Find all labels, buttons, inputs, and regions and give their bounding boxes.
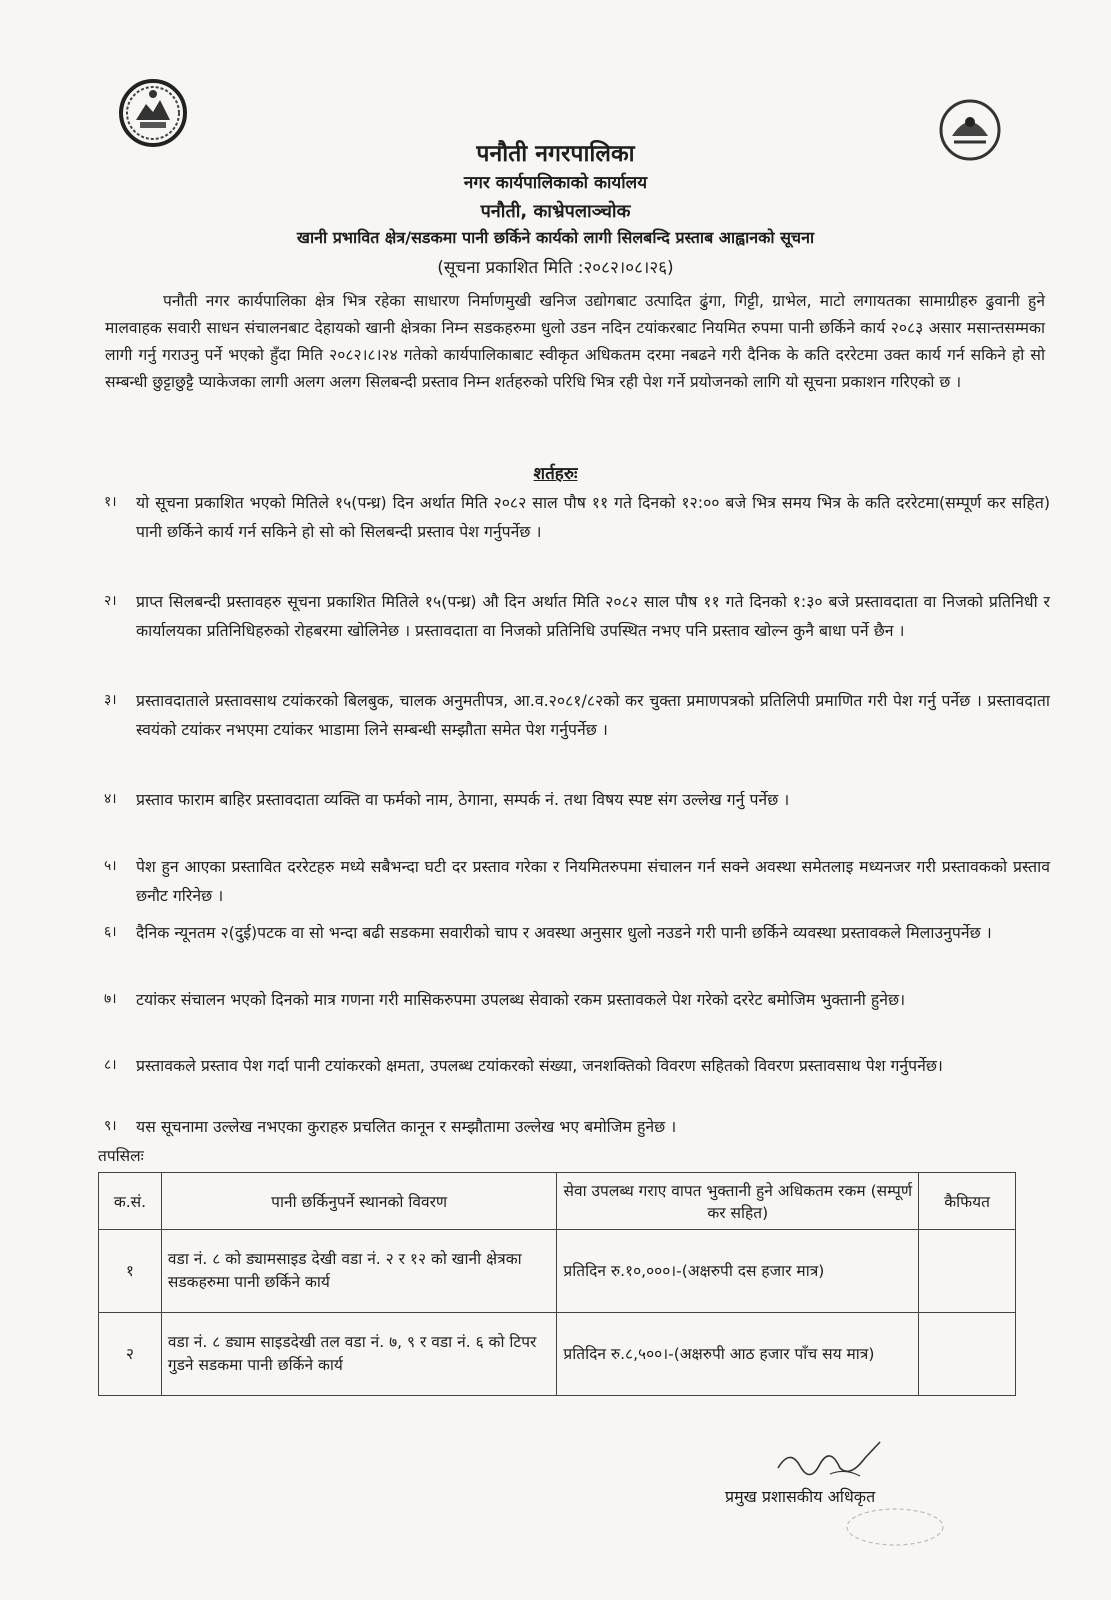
row-serial: १: [99, 1230, 162, 1313]
condition-number: ९।: [104, 1118, 117, 1134]
condition-text: दैनिक न्यूनतम २(दुई)पटक वा सो भन्दा बढी सडकमा सवारीको चाप र अवस्था अनुसार धुलो नउडने गरी पानी छर्किने व्यवस्था प्रस्तावकले मिलाउनुपर्नेछ ।: [136, 923, 992, 942]
column-header: क.सं.: [99, 1173, 162, 1230]
condition-text: प्रस्तावकले प्रस्ताव पेश गर्दा पानी टयांकरको क्षमता, उपलब्ध टयांकरको संख्या, जनशक्तिको विवरण सहितको विवरण प्रस्तावसाथ पेश गर्नुपर्नेछ।: [136, 1056, 943, 1075]
condition-text: यस सूचनामा उल्लेख नभएका कुराहरु प्रचलित कानून र सम्झौतामा उल्लेख भए बमोजिम हुनेछ ।: [136, 1117, 677, 1136]
condition-text: प्रस्तावदाताले प्रस्तावसाथ टयांकरको बिलबुक, चालक अनुमतीपत्र, आ.व.२०८१/८२को कर चुक्ता प्रमाणपत्रको प्रतिलिपी प्रमाणित गरी पेश गर्नु पर्नेछ । प्रस्तावदाता स्वयंको टयांकर नभएमा टयांकर भाडामा लिने सम्बन्धी सम्झौता समेत पेश गर्नुपर्नेछ ।: [136, 691, 1050, 739]
condition-number: १।: [104, 494, 117, 510]
intro-paragraph: पनौती नगर कार्यपालिका क्षेत्र भित्र रहेका साधारण निर्माणमुखी खनिज उद्योगबाट उत्पादित ढुंगा, गिट्टी, ग्राभेल, माटो लगायतका सामाग्रीहरु ढुवानी हुने मालवाहक सवारी साधन संचालनबाट देहायको खानी क्षेत्रका निम्न सडकहरुमा धुलो उडन नदिन टयांकरबाट नियमित रुपमा पानी छर्किने कार्य २०८३ असार मसान्तसम्मका लागी गर्नु गराउनु पर्ने भएको हुँदा मिति २०८२।८।२४ गतेको कार्यपालिकाबाट स्वीकृत अधिकतम दरमा नबढने गरी दैनिक के कति दररेटमा उक्त कार्य गर्न सकिने हो सो सम्बन्धी छुट्टाछुट्टै प्याकेजका लागी अलग अलग सिलबन्दी प्रस्ताव निम्न शर्तहरुको परिधि भित्र रही पेश गर्ने प्रयोजनको लागि यो सूचना प्रकाशन गरिएको छ ।: [105, 292, 1045, 391]
office-name: पनौती नगरपालिका: [476, 141, 635, 167]
row-place: वडा नं. ८ को ड्यामसाइड देखी वडा नं. २ र १२ को खानी क्षेत्रका सडकहरुमा पानी छर्किने कार्य: [161, 1230, 557, 1313]
stamp-mark: [840, 1505, 950, 1550]
condition-item: [104, 587, 1050, 645]
column-header: सेवा उपलब्ध गराए वापत भुक्तानी हुने अधिकतम रकम (सम्पूर्ण कर सहित): [557, 1173, 919, 1230]
signature-image: [770, 1438, 900, 1486]
column-header: पानी छर्किनुपर्ने स्थानको विवरण: [161, 1173, 557, 1230]
row-amount: प्रतिदिन रु.८,५००।-(अक्षरुपी आठ हजार पाँच सय मात्र): [557, 1313, 919, 1396]
schedule-label: तपसिलः: [98, 1147, 144, 1165]
office-subtitle: नगर कार्यपालिकाको कार्यालय: [463, 173, 648, 193]
table-header-row: [99, 1173, 1016, 1230]
condition-text: प्राप्त सिलबन्दी प्रस्तावहरु सूचना प्रकाशित मितिले १५(पन्ध्र) औ दिन अर्थात मिति २०८२ साल पौष ११ गते दिनको १:३० बजे प्रस्तावदाता वा निजको प्रतिनिधी र कार्यालयका प्रतिनिधिहरुको रोहबरमा खोलिनेछ । प्रस्तावदाता वा निजको प्रतिनिधि उपस्थित नभए पनि प्रस्ताव खोल्न कुनै बाधा पर्ने छैन ।: [136, 592, 1050, 640]
table-row: [99, 1313, 1016, 1396]
schedule-table: [98, 1172, 1016, 1396]
condition-number: ५।: [104, 858, 117, 874]
condition-text: टयांकर संचालन भएको दिनको मात्र गणना गरी मासिकरुपमा उपलब्ध सेवाको रकम प्रस्तावकले पेश गरेको दररेट बमोजिम भुक्तानी हुनेछ।: [136, 990, 906, 1009]
column-header: कैफियत: [919, 1173, 1016, 1230]
condition-item: [104, 488, 1050, 546]
row-amount: प्रतिदिन रु.१०,०००।-(अक्षरुपी दस हजार मात्र): [557, 1230, 919, 1313]
office-location: पनौती, काभ्रेपलाञ्चोक: [480, 201, 631, 222]
row-remarks: [919, 1313, 1016, 1396]
row-place: वडा नं. ८ ड्याम साइडदेखी तल वडा नं. ७, ९ र वडा नं. ६ को टिपर गुडने सडकमा पानी छर्किने कार्य: [161, 1313, 557, 1396]
condition-text: पेश हुन आएका प्रस्तावित दररेटहरु मध्ये सबैभन्दा घटी दर प्रस्ताव गरेका र नियमितरुपमा संचालन गर्न सक्ने अवस्था समेतलाइ मध्यनजर गरी प्रस्तावकको प्रस्ताव छनौट गरिनेछ ।: [136, 857, 1050, 905]
conditions-heading: शर्तहरुः: [533, 464, 578, 484]
condition-item: [104, 1051, 1050, 1080]
publish-date: (सूचना प्रकाशित मिति :२०८२।०८।२६): [437, 258, 674, 278]
notice-title: खानी प्रभावित क्षेत्र/सडकमा पानी छर्किने कार्यको लागी सिलबन्दि प्रस्ताब आह्वानको सूचना: [296, 228, 815, 247]
condition-number: ७।: [104, 991, 117, 1007]
condition-number: २।: [104, 593, 117, 609]
condition-item: [104, 785, 1050, 814]
condition-item: [104, 1112, 1050, 1141]
condition-text: यो सूचना प्रकाशित भएको मितिले १५(पन्ध्र) दिन अर्थात मिति २०८२ साल पौष ११ गते दिनको १२:०० बजे भित्र समय भित्र के कति दररेटमा(सम्पूर्ण कर सहित) पानी छर्किने कार्य गर्न सकिने हो सो को सिलबन्दी प्रस्ताव पेश गर्नुपर्नेछ ।: [136, 493, 1050, 541]
table-row: [99, 1230, 1016, 1313]
row-remarks: [919, 1230, 1016, 1313]
condition-number: ८।: [104, 1057, 117, 1073]
condition-number: ३।: [104, 692, 117, 708]
condition-number: ६।: [104, 924, 117, 940]
signatory-title: प्रमुख प्रशासकीय अधिकृत: [725, 1487, 876, 1506]
condition-text: प्रस्ताव फाराम बाहिर प्रस्तावदाता व्यक्ति वा फर्मको नाम, ठेगाना, सम्पर्क नं. तथा विषय स्पष्ट संग उल्लेख गर्नु पर्नेछ ।: [136, 790, 790, 809]
condition-number: ४।: [104, 791, 117, 807]
condition-item: [104, 985, 1050, 1014]
condition-item: [104, 918, 1050, 947]
condition-item: [104, 852, 1050, 910]
row-serial: २: [99, 1313, 162, 1396]
condition-item: [104, 686, 1050, 744]
